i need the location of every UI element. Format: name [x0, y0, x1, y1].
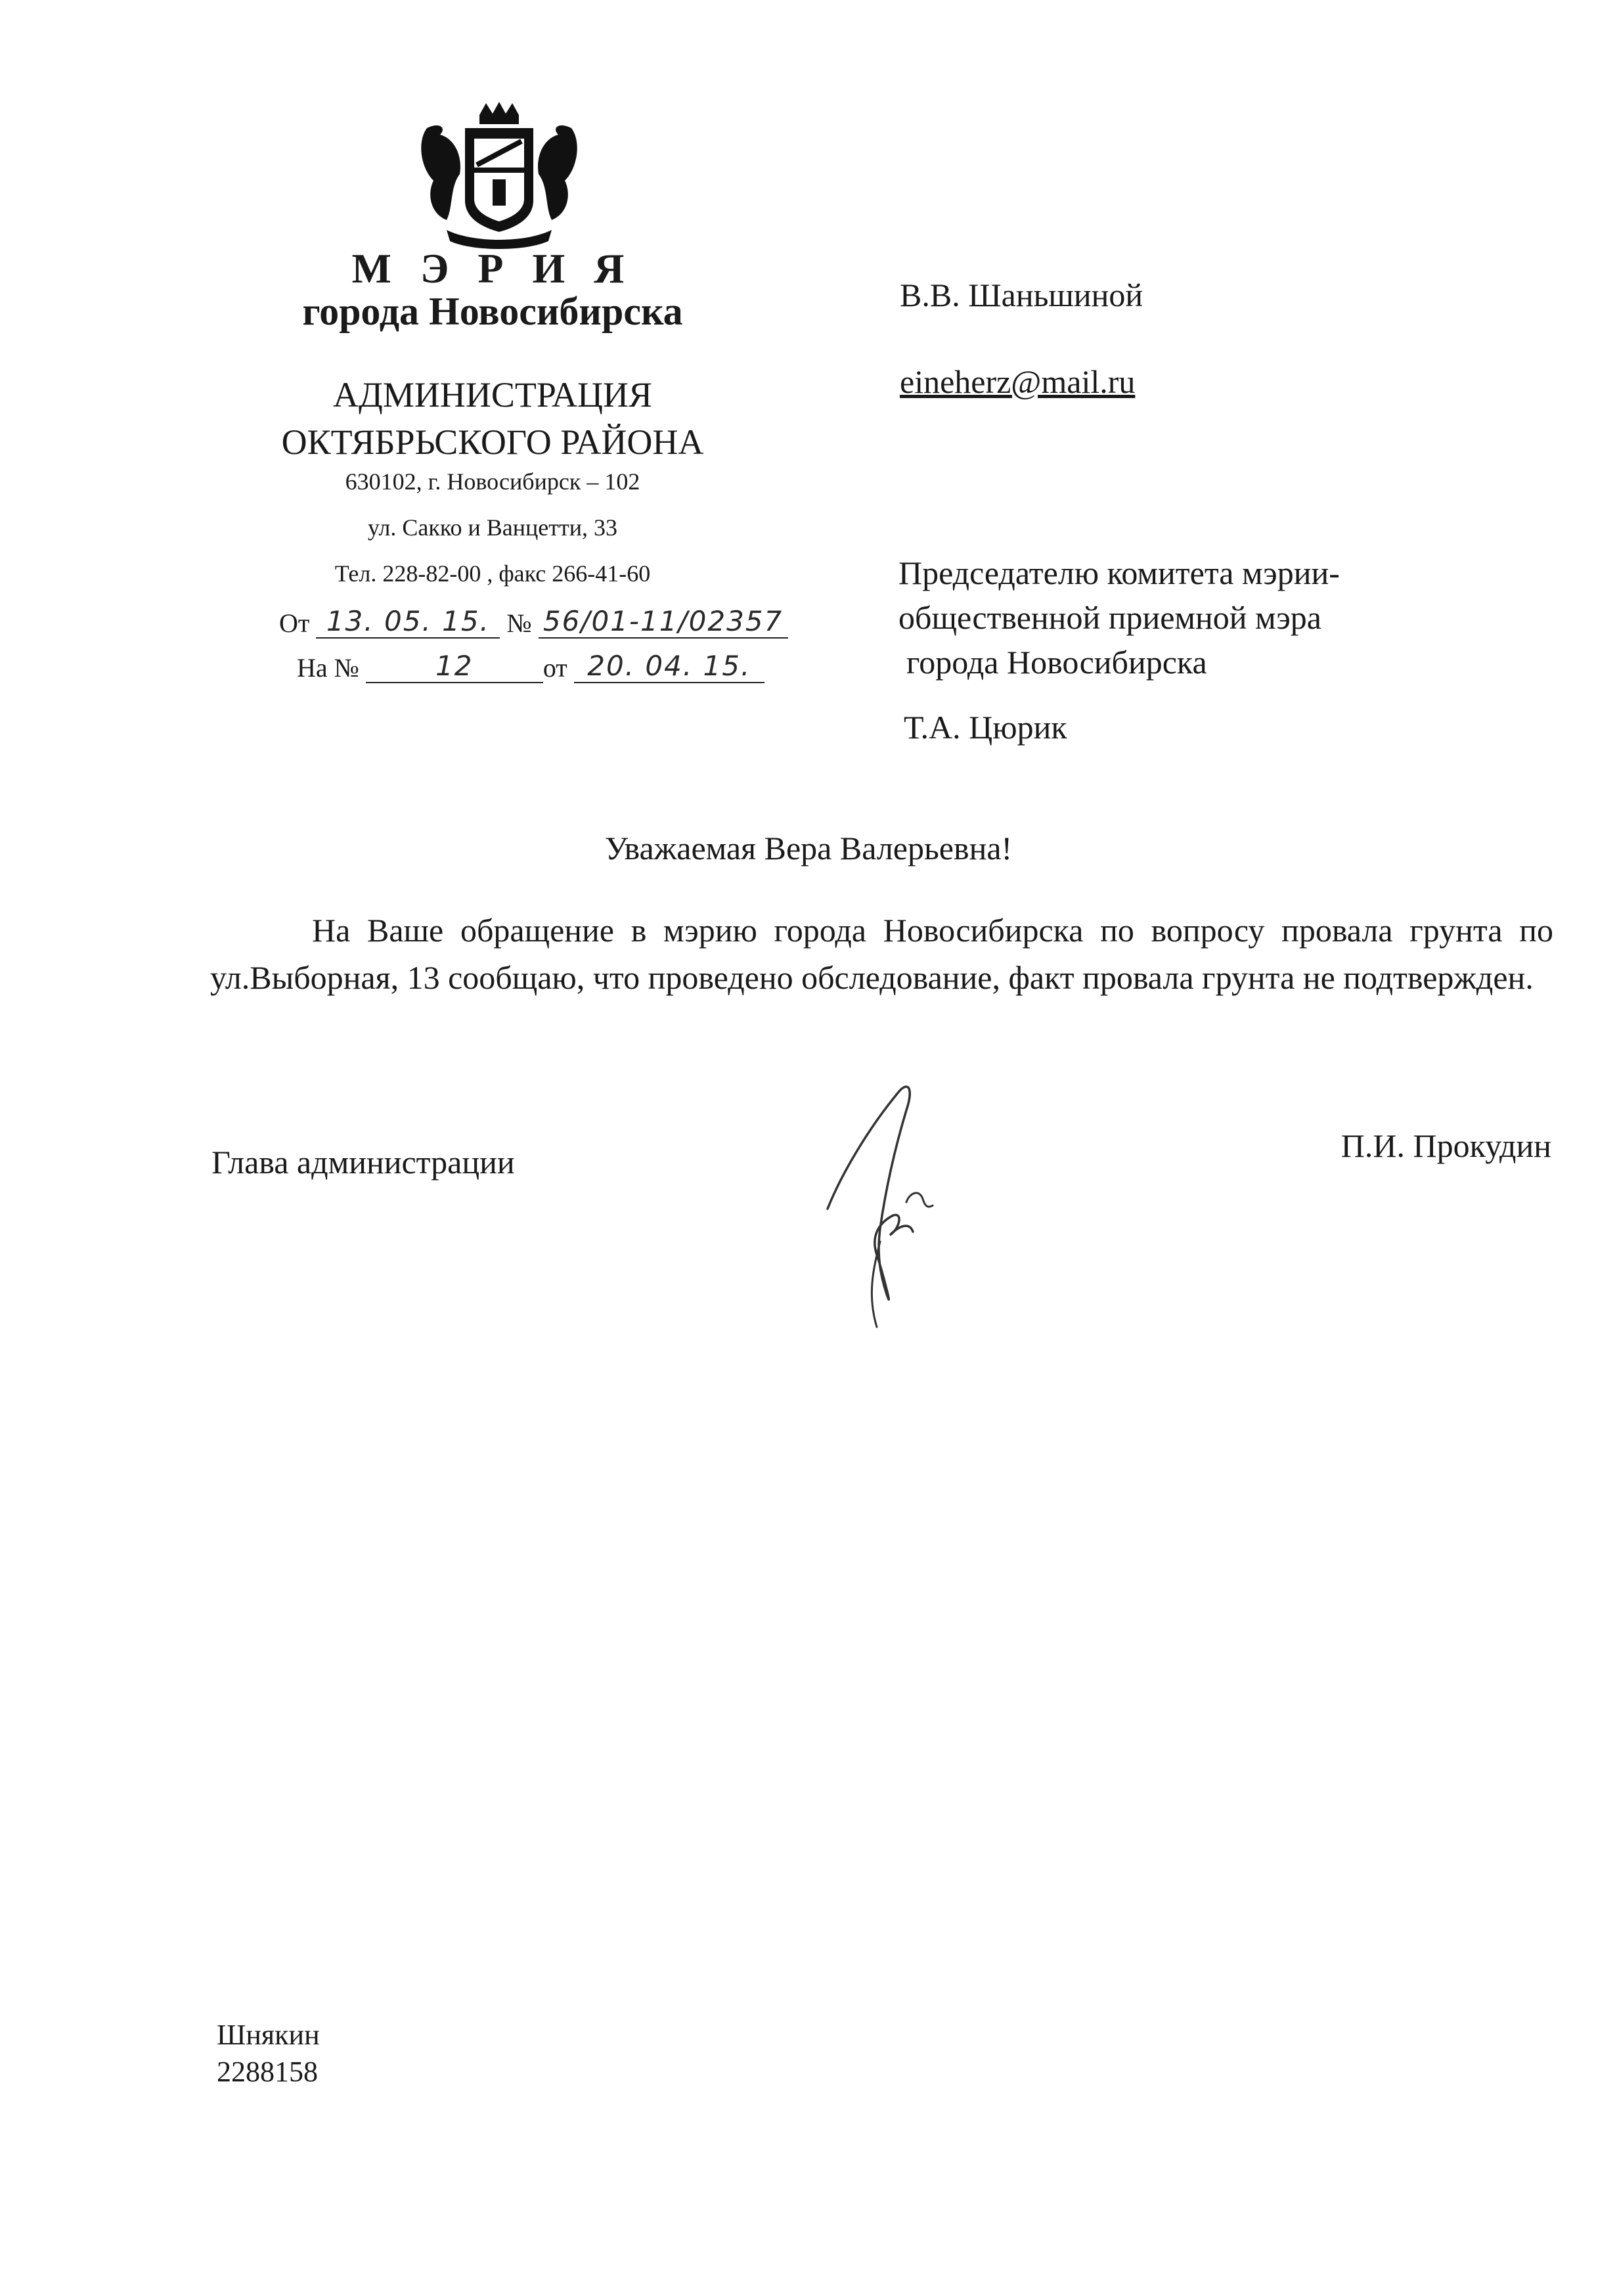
outgoing-reference	[279, 606, 788, 639]
outgoing-date: 13. 05. 15.	[316, 606, 500, 639]
letter-body: На Ваше обращение в мэрию города Новосибирска по вопросу провала грунта по ул.Выборная, 13 сообщаю, что проведено обследование, факт провала грунта не подтвержден.	[210, 912, 1553, 996]
from-label: От	[279, 608, 310, 638]
street-address: ул. Сакко и Ванцетти, 33	[367, 514, 618, 541]
executor-phone: 2288158	[217, 2056, 318, 2088]
incoming-date: 20. 04. 15.	[574, 650, 764, 683]
addressee-name: В.В. Шаньшиной	[900, 277, 1143, 313]
city-name: города Новосибирска	[302, 290, 683, 333]
phone-fax: Тел. 228-82-00 , факс 266-41-60	[334, 560, 651, 587]
outgoing-number: 56/01-11/02357	[539, 606, 788, 639]
copy-line-3: города Новосибирска	[906, 644, 1207, 681]
greeting: Уважаемая Вера Валерьевна!	[604, 830, 1013, 867]
signatory-title: Глава администрации	[211, 1144, 515, 1181]
addressee-email[interactable]: eineherz@mail.ru	[900, 363, 1136, 400]
executor-info	[217, 2017, 320, 2090]
administration-name	[250, 371, 736, 466]
mayor-office-title: М Э Р И Я	[351, 245, 634, 292]
executor-name: Шнякин	[217, 2019, 320, 2051]
copy-recipient	[898, 551, 1340, 685]
reply-date-label: от	[543, 653, 567, 683]
copy-recipient-name: Т.А. Цюрик	[904, 709, 1067, 746]
incoming-number: 12	[366, 650, 543, 683]
number-label: №	[506, 608, 532, 638]
coat-of-arms-icon	[414, 102, 585, 253]
incoming-reference	[297, 650, 764, 683]
handwritten-signature	[814, 1077, 985, 1340]
signatory-name: П.И. Прокудин	[1340, 1127, 1551, 1164]
postal-address: 630102, г. Новосибирск – 102	[345, 468, 640, 495]
copy-line-2: общественной приемной мэра	[898, 599, 1321, 636]
admin-line-1: АДМИНИСТРАЦИЯ	[333, 375, 652, 415]
copy-line-1: Председателю комитета мэрии-	[898, 554, 1340, 591]
admin-line-2: ОКТЯБРЬСКОГО РАЙОНА	[281, 422, 704, 462]
reply-label: На №	[297, 653, 359, 683]
